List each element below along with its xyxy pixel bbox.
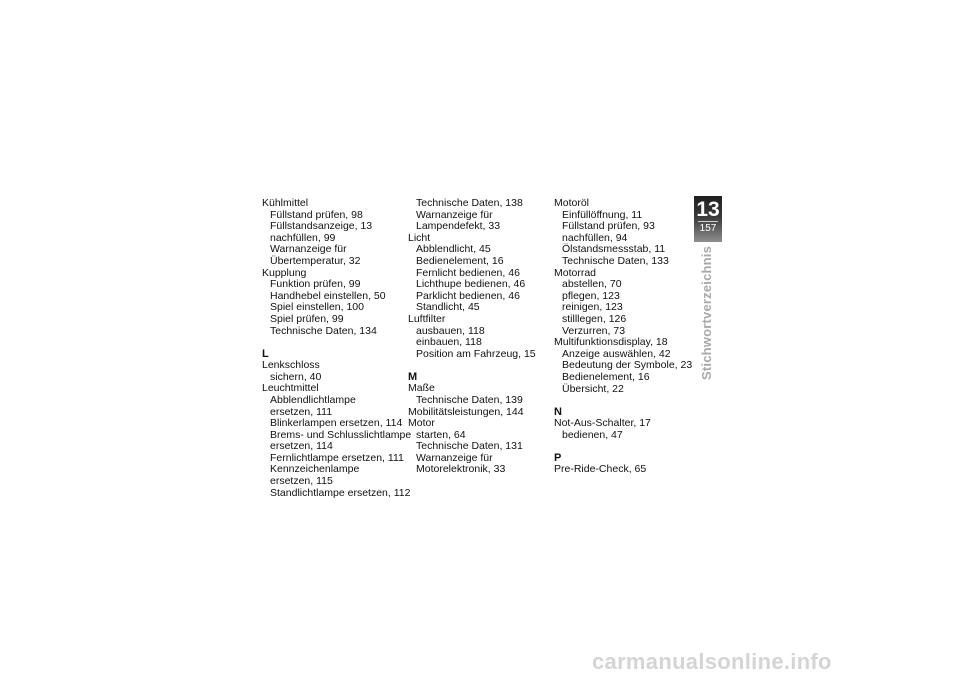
index-subentry: Blinkerlampen ersetzen, 114 [270, 417, 403, 430]
index-subentry: Bedienelement, 16 [416, 254, 504, 267]
index-subentry: Bedienelement, 16 [562, 370, 650, 383]
chapter-title: Stichwortverzeichnis [699, 245, 714, 380]
index-subentry: Technische Daten, 138 [416, 197, 523, 209]
section-letter: L [262, 348, 269, 361]
index-subentry: Warnanzeige für [270, 243, 347, 256]
chapter-tab [694, 196, 722, 242]
index-subentry: Technische Daten, 133 [562, 254, 669, 267]
index-subentry: bedienen, 47 [562, 428, 623, 441]
index-entry: Leuchtmittel [262, 382, 319, 395]
index-subentry: Technische Daten, 131 [416, 440, 523, 453]
index-entry: Motor [408, 417, 435, 430]
index-subentry: Spiel einstellen, 100 [270, 301, 364, 314]
index-subentry-continuation: Lampendefekt, 33 [416, 220, 501, 233]
index-column-3 [554, 198, 694, 476]
index-subentry: Verzurren, 73 [562, 324, 626, 337]
index-subentry: ausbauen, 118 [416, 324, 485, 337]
section-letter: P [554, 452, 562, 465]
index-subentry: Einfüllöffnung, 11 [562, 208, 643, 221]
chapter-divider [698, 221, 718, 222]
index-subentry: Übersicht, 22 [562, 382, 624, 395]
index-subentry: reinigen, 123 [562, 301, 623, 314]
index-entry: Not-Aus-Schalter, 17 [554, 417, 651, 430]
index-subentry: Technische Daten, 139 [416, 393, 523, 406]
section-letter: M [408, 371, 418, 384]
index-column-1 [262, 197, 412, 499]
index-subentry: Fernlicht bedienen, 46 [416, 266, 520, 279]
watermark: carmanualsonline.info [592, 649, 832, 674]
index-subentry: Kennzeichenlampe [270, 463, 360, 476]
index-subentry: starten, 64 [416, 428, 466, 441]
index-entry: Lenkschloss [262, 359, 320, 372]
index-column-2 [408, 198, 548, 476]
index-subentry: abstellen, 70 [562, 278, 622, 291]
index-subentry: Warnanzeige für [416, 208, 493, 221]
index-subentry: stilllegen, 126 [562, 312, 627, 325]
index-subentry-continuation: Motorelektronik, 33 [416, 463, 506, 476]
index-entry: Mobilitätsleistungen, 144 [408, 405, 524, 418]
index-entry: Luftfilter [408, 312, 446, 325]
index-subentry: Füllstand prüfen, 93 [562, 220, 655, 233]
index-subentry: Standlicht, 45 [416, 301, 480, 314]
chapter-number: 13 [696, 198, 720, 221]
index-entry: Kupplung [262, 266, 307, 279]
index-entry: Motoröl [554, 197, 590, 209]
index-subentry: pflegen, 123 [562, 289, 620, 302]
index-entry: Licht [408, 231, 431, 244]
index-subentry: Bedeutung der Symbole, 23 [562, 359, 693, 372]
index-subentry: Abblendlichtlampe [270, 393, 356, 406]
index-subentry: Ölstandsmessstab, 11 [562, 243, 666, 256]
index-subentry: Füllstand prüfen, 98 [270, 208, 363, 221]
index-subentry: Position am Fahrzeug, 15 [416, 347, 536, 360]
index-subentry: Spiel prüfen, 99 [270, 312, 344, 325]
index-subentry: Füllstandsanzeige, 13 [270, 220, 373, 233]
index-subentry: nachfüllen, 94 [562, 231, 628, 244]
index-entry: Pre-Ride-Check, 65 [554, 463, 647, 476]
section-letter: N [554, 406, 562, 419]
index-subentry: Brems- und Schlusslichtlampe [270, 428, 412, 441]
index-subentry-continuation: ersetzen, 111 [270, 405, 333, 418]
index-subentry: sichern, 40 [270, 370, 322, 383]
index-subentry: Technische Daten, 134 [270, 324, 377, 337]
index-subentry: Warnanzeige für [416, 451, 493, 464]
index-subentry: Lichthupe bedienen, 46 [416, 278, 526, 291]
index-subentry: Fernlichtlampe ersetzen, 111 [270, 451, 404, 464]
index-subentry: Handhebel einstellen, 50 [270, 289, 386, 302]
index-subentry: Abblendlicht, 45 [416, 243, 491, 256]
index-subentry-continuation: Übertemperatur, 32 [270, 254, 361, 267]
index-subentry: Standlichtlampe ersetzen, 112 [270, 486, 411, 499]
page-number: 157 [699, 223, 717, 234]
index-subentry: nachfüllen, 99 [270, 231, 336, 244]
index-entry: Kühlmittel [262, 197, 309, 209]
index-subentry: einbauen, 118 [416, 336, 482, 349]
index-subentry: Parklicht bedienen, 46 [416, 289, 520, 302]
index-entry: Multifunktionsdisplay, 18 [554, 336, 668, 349]
index-subentry-continuation: ersetzen, 115 [270, 475, 333, 488]
index-entry: Motorrad [554, 266, 597, 279]
index-subentry: Anzeige auswählen, 42 [562, 347, 671, 360]
index-subentry: Funktion prüfen, 99 [270, 278, 361, 291]
index-subentry-continuation: ersetzen, 114 [270, 440, 333, 453]
index-entry: Maße [408, 382, 435, 395]
